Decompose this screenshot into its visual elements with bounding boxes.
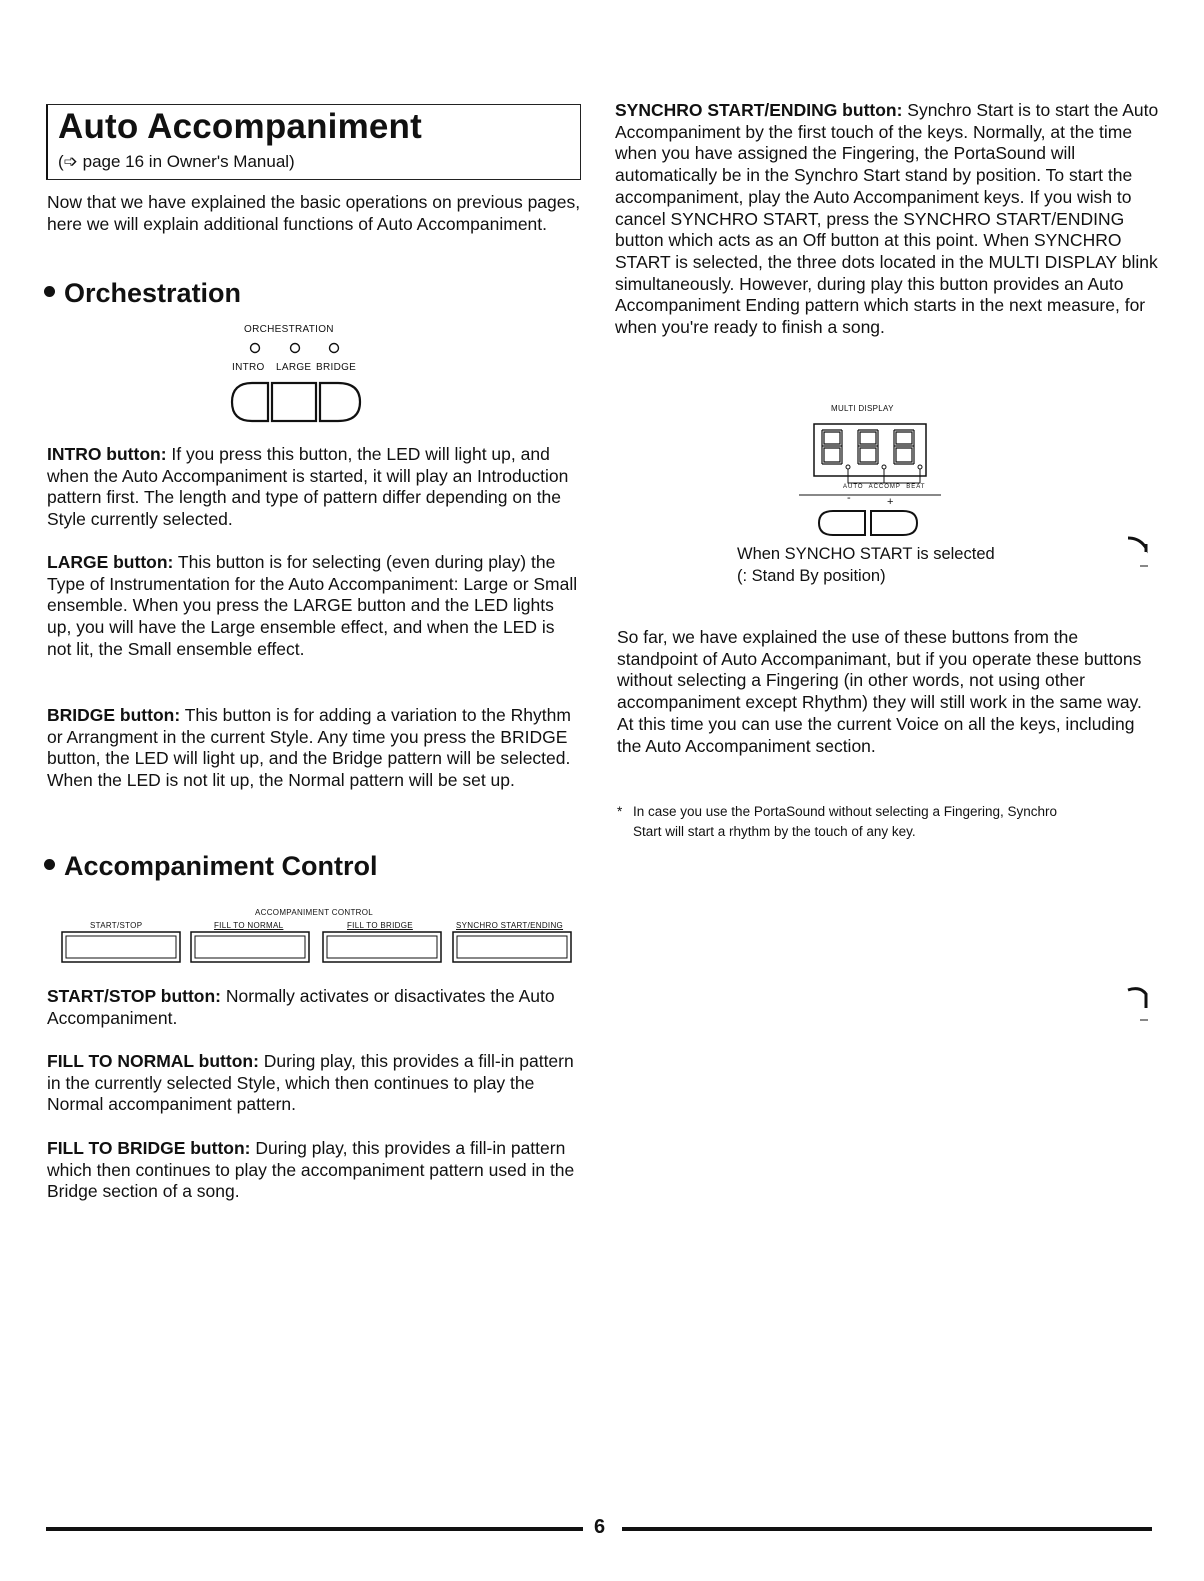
start-stop-label: START/STOP [90,921,143,930]
footnote-line-2: Start will start a rhythm by the touch of any key. [633,824,916,839]
start-stop-description [47,986,582,1029]
beat-label: BEAT [906,484,926,490]
footnote-bullet: * [617,804,623,819]
fill-to-bridge-text: During play, this provides a fill-in pattern which then continues to play the accompaniment pattern used in the Bridge section of a song. [47,1138,575,1202]
orchestration-buttons[interactable] [228,377,378,427]
fill-to-normal-term: FILL TO NORMAL button: [47,1051,259,1071]
page-reference [58,152,295,172]
digit-3 [894,430,914,464]
orchestration-heading [44,278,241,309]
caption-line-1: When SYNCHO START is selected [737,545,995,563]
title-box [46,104,581,180]
bridge-term: BRIDGE button: [47,705,181,725]
auto-dot-icon [846,465,850,469]
large-button [272,383,316,421]
large-label: LARGE [276,362,312,373]
so-far-paragraph: So far, we have explained the use of these buttons from the standpoint of Auto Accompanimant, but if you operate these buttons without selecting a Fingering (in other words, not using other accompaniment except Rhythm) they will still work in the same way. At this time you can use the current Voice on all the keys, including the Auto Accompaniment section. [617,627,1142,756]
start-stop-text: Normally activates or disactivates the Auto Accompaniment. [47,986,555,1028]
orchestration-panel-label: ORCHESTRATION [244,324,334,335]
synchro-description [615,100,1160,339]
large-text: This button is for selecting (even during play) the Type of Instrumentation for the Auto Accompaniment: Large or Small ensemble. When you press the LARGE button and the LED lights up, you will have the Large ensemble effect, and when the LED is not lit, the Small ensemble effect. [47,552,578,659]
digit-1 [822,430,842,464]
large-led-icon [291,344,300,353]
fill-to-bridge-label: FILL TO BRIDGE [347,921,413,930]
tempo-buttons[interactable] [795,504,945,544]
large-term: LARGE button: [47,552,174,572]
digit-2 [858,430,878,464]
start-stop-term: START/STOP button: [47,986,222,1006]
bridge-text: This button is for adding a variation to the Rhythm or Arrangment in the current Style. Any time you press the BRIDGE button, the LED will light up, and the Bridge pattern will be selected. When the LED is not lit up, the Normal pattern will be set up. [47,705,571,791]
auto-label: AUTO [843,484,864,490]
footer-rule-right [622,1527,1152,1531]
multi-display-label: MULTI DISPLAY [831,404,894,413]
bridge-description [47,705,582,792]
display-caption [737,544,995,587]
start-stop-button [62,932,180,962]
accomp-label: ACCOMP [868,484,901,490]
footer-rule-left [46,1527,583,1531]
bullet-icon [44,286,55,297]
large-description [47,552,582,661]
intro-led-icon [251,344,260,353]
intro-paragraph: Now that we have explained the basic operations on previous pages, here we will explain additional functions of Auto Accompaniment. [47,192,581,234]
fill-to-bridge-term: FILL TO BRIDGE button: [47,1138,251,1158]
caption-line-2: (: Stand By position) [737,566,886,585]
margin-mark-icon [1126,532,1156,572]
accompaniment-control-panel [60,907,575,969]
footnote [617,802,1162,842]
accompaniment-control-heading-text: Accompaniment Control [64,851,378,881]
fill-to-normal-label: FILL TO NORMAL [214,921,284,930]
fill-to-normal-text: During play, this provides a fill-in pattern in the currently selected Style, which then continues to play the Normal accompaniment pattern. [47,1051,574,1115]
display-sublabels [843,484,926,490]
arrow-icon: (➩ [58,152,78,171]
orchestration-panel [228,322,378,427]
intro-button [232,383,268,421]
accomp-dot-icon [882,465,886,469]
synchro-term: SYNCHRO START/ENDING button: [615,100,903,120]
tempo-down-button [819,511,865,535]
plus-label: + [887,496,894,508]
synchro-start-ending-label: SYNCHRO START/ENDING [456,921,564,930]
minus-label: - [847,492,851,504]
page-number: 6 [594,1516,606,1538]
intro-term: INTRO button: [47,444,167,464]
page-reference-text: page 16 in Owner's Manual) [77,152,295,171]
fill-to-normal-description [47,1051,582,1116]
accompaniment-buttons[interactable] [60,929,575,969]
synchro-start-ending-button [453,932,571,962]
fill-to-bridge-button [323,932,441,962]
bridge-label: BRIDGE [316,362,357,373]
beat-dot-icon [918,465,922,469]
intro-label: INTRO [232,362,265,373]
fill-to-bridge-description [47,1138,582,1203]
bullet-icon [44,859,55,870]
synchro-text: Synchro Start is to start the Auto Accompaniment by the first touch of the keys. Normally, at the time when you have assigned the Fingering, the PortaSound will automatically be in the Synchro Start stand by position. To start the accompaniment, play the Auto Accompaniment keys. If you wish to cancel SYNCHRO START, press the SYNCHRO START/ENDING button which acts as an Off button at this point. When SYNCHRO START is selected, the three dots located in the MULTI DISPLAY blink simultaneously. However, during play this button provides an Auto Accompaniment Ending pattern which starts in the next measure, for when you're ready to finish a song. [615,100,1159,338]
fill-to-normal-button [191,932,309,962]
accompaniment-control-heading [44,851,378,882]
bridge-led-icon [330,344,339,353]
accompaniment-control-panel-label: ACCOMPANIMENT CONTROL [255,908,374,917]
bridge-button [320,383,360,421]
intro-text: If you press this button, the LED will light up, and when the Auto Accompaniment is started, it will play an Introduction pattern first. The length and type of pattern differ depending on the Style currently selected. [47,444,569,530]
footnote-line-1: In case you use the PortaSound without selecting a Fingering, Synchro [633,804,1058,819]
multi-display-diagram [795,404,945,544]
tempo-up-button [871,511,917,535]
margin-mark-icon [1126,982,1156,1032]
page-title: Auto Accompaniment [58,107,422,146]
intro-description [47,444,582,531]
orchestration-heading-text: Orchestration [64,278,242,308]
